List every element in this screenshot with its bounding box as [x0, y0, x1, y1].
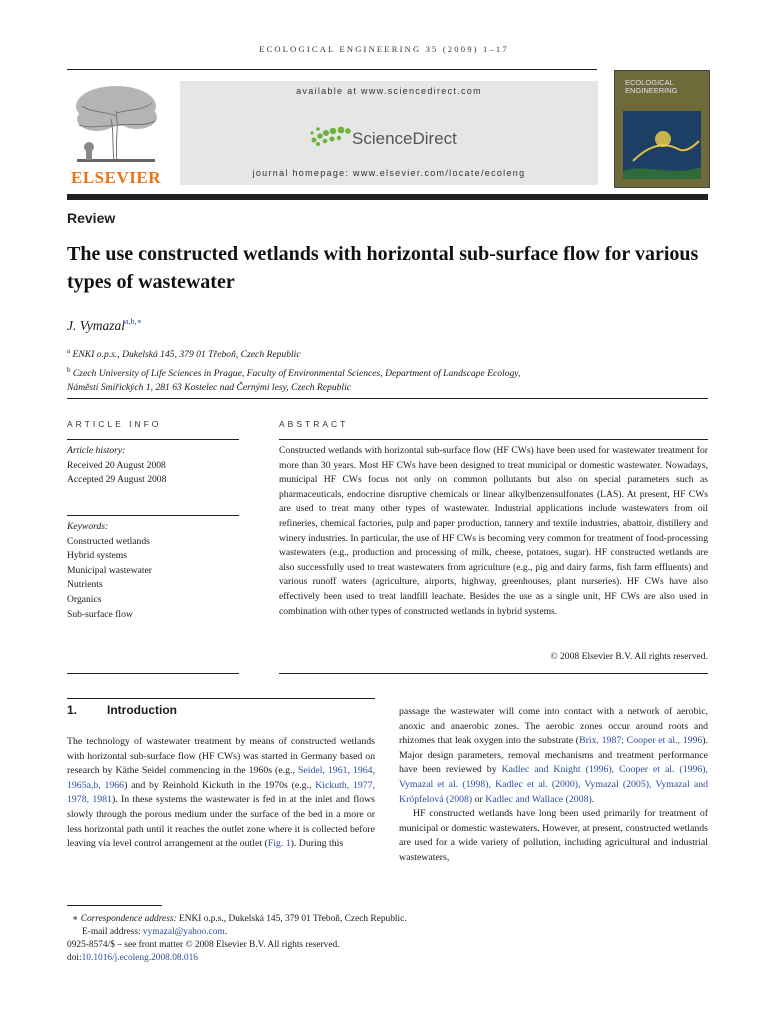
history-label: Article history: [67, 445, 126, 456]
sciencedirect-dots-icon [308, 124, 352, 150]
figure-link[interactable]: Fig. 1 [267, 838, 291, 850]
cover-title: ECOLOGICAL ENGINEERING [625, 78, 678, 95]
email-link[interactable]: vymazal@yahoo.com [142, 927, 225, 937]
article-title: The use constructed wetlands with horizontal sub-surface flow for various types of wastewater [67, 243, 699, 293]
email-note: E-mail address: vymazal@yahoo.com. [82, 927, 228, 937]
author-name: J. Vymazal [67, 318, 125, 333]
header-rule [67, 69, 597, 70]
keyword: Nutrients [67, 579, 103, 591]
author [67, 317, 142, 334]
correspondence-note: ∗ Correspondence address: ENKI o.p.s., Dukelská 145, 379 01 Třeboň, Czech Republic. [72, 914, 407, 924]
cover-illustration [623, 111, 701, 179]
author-affiliation-marks[interactable]: a,b,∗ [125, 317, 142, 326]
issn-line: 0925-8574/$ – see front matter © 2008 Elsevier B.V. All rights reserved. [67, 940, 340, 950]
citation-link[interactable]: Kickuth, 1977, 1978, 1981 [67, 779, 375, 806]
citation-link[interactable]: Seidel, 1961, 1964, 1965a,b, 1966 [67, 765, 375, 791]
footnote-rule [67, 905, 162, 906]
elsevier-wordmark: ELSEVIER [71, 168, 161, 187]
citation-link[interactable]: Brix, 1987; Cooper et al., 1996 [579, 735, 703, 747]
affiliations [67, 344, 707, 396]
affiliation-b: $^b$ Czech University of Life Sciences in Prague, Faculty of Environmental Sciences, Department of Landscape Ecology, [67, 365, 521, 379]
received-date: Received 20 August 2008 [67, 459, 166, 471]
keyword: Municipal wastewater [67, 564, 152, 576]
keyword: Hybrid systems [67, 550, 127, 562]
abstract-text: Constructed wetlands with horizontal sub-surface flow (HF CWs) have been used for wastewater treatment for more than 30 years. Most HF CWs have been designed to treat municipal or domestic wastewater. Nowadays, municipal HF CWs focus not only on common pollutants but also on special parameters such as pharmaceuticals, endocrine disruptive chemicals or linear alkylbenzensulfonates (LAS). At present, HF CWs are used to treat many other types of wastewater. Industrial applications include wastewaters from oil refineries, chemical factories, pulp and paper production, tannery and textile industries, abattoir, distillery and winery industries. In particular, the use of HF CWs is becoming very common for treatment of food-processing wastewaters (e.g., production and processing of milk, cheese, potatoes, sugar). HF constructed wetlands are also successfully used to treat wastewaters from agriculture (e.g., pig and dairy farms, fish farm effluents) and various runoff waters (agriculture, airports, highway, greenhouses, plant nurseries). HF CWs have also effectively been used to treat landfill leachate. Besides the use as a single unit, HF CWs are also used in combination with other types of constructed wetlands in hybrid systems. [279, 445, 708, 617]
keyword: Constructed wetlands [67, 535, 150, 547]
abstract-copyright: © 2008 Elsevier B.V. All rights reserved. [550, 651, 708, 662]
masthead-rule [67, 194, 708, 200]
section-rule [67, 398, 708, 399]
citation-link[interactable]: Kadlec and Knight (1996), Cooper et al. (1996), Vymazal et al. (1998), Kadlec et al. (2000), Vymazal (2005), Vymazal and Kröpfelová (2008) [399, 764, 709, 805]
article-type: Review [67, 210, 116, 226]
keywords-label: Keywords: [67, 521, 109, 532]
affiliation-a: $^a$ ENKI o.p.s., Dukelská 145, 379 01 Třeboň, Czech Republic [67, 347, 301, 360]
section-title: Introduction [107, 703, 177, 717]
intro-left-column: The technology of wastewater treatment by means of constructed wetlands with horizontal sub-surface flow (HF CWs) was started in Germany based on research by Käthe Seidel commencing in the 1960s (e.g., Seidel, 1961, 1964, 1965a,b, 1966) and by Reinhold Kickuth in the 1970s (e.g., Kickuth, 1977, 1978, 1981). In these systems the wastewater is fed in at the inlet and flows slowly through the porous medium under the surface of the bed in a more or less horizontal path until it reaches the outlet zone where it is collected before leaving via level control arrangement at the outlet (Fig. 1). During this [67, 736, 375, 850]
keyword: Sub-surface flow [67, 608, 133, 620]
article-info-rule [67, 439, 239, 440]
abstract-rule [279, 439, 708, 440]
journal-cover-thumbnail [614, 70, 710, 188]
section-number: 1. [67, 703, 78, 717]
keywords-rule [67, 515, 239, 516]
article-info-heading: ARTICLE INFO [67, 419, 162, 429]
intro-paragraph-2: HF constructed wetlands have long been used primarily for treatment of municipal or domestic wastewaters. However, at present, constructed wetlands are used for a wide variety of pollution, including agricultural and industrial wastewaters, [399, 808, 708, 863]
journal-homepage: journal homepage: www.elsevier.com/locate/ecoleng [252, 168, 526, 178]
intro-heading [67, 703, 177, 717]
footnotes [67, 913, 567, 965]
sciencedirect-wordmark: ScienceDirect [352, 129, 457, 148]
available-at: available at www.sciencedirect.com [296, 86, 482, 96]
citation-link[interactable]: Kadlec and Wallace (2008) [485, 793, 592, 805]
article-history [67, 444, 239, 488]
doi-link[interactable]: 10.1016/j.ecoleng.2008.08.016 [81, 953, 198, 963]
affiliation-b-line2: Náměstí Smiřických 1, 281 63 Kostelec nad Černými lesy, Czech Republic [67, 382, 352, 393]
info-end-rule [67, 673, 239, 674]
abstract-end-rule [279, 673, 708, 674]
accepted-date: Accepted 29 August 2008 [67, 474, 167, 486]
intro-right-column: passage the wastewater will come into contact with a network of aerobic, anoxic and anaerobic zones. The aerobic zones occur around roots and rhizomes that leak oxygen into the substrate (Brix, 1987; Cooper et al., 1996). Major design parameters, removal mechanisms and treatment performance have been reviewed by Kadlec and Knight (1996), Cooper et al. (1996), Vymazal et al. (1998), Kadlec et al. (2000), Vymazal (2005), Vymazal and Kröpfelová (2008) or Kadlec and Wallace (2008). HF constructed wetlands have long been used primarily for treatment of municipal or domestic wastewaters. However, at present, constructed wetlands are used for a wide variety of pollution, including agricultural and industrial wastewaters, [399, 705, 708, 866]
keyword: Organics [67, 593, 102, 605]
running-head: ECOLOGICAL ENGINEERING 35 (2009) 1–17 [259, 44, 509, 54]
abstract-heading: ABSTRACT [279, 419, 349, 429]
intro-rule [67, 698, 375, 699]
doi-line: doi:10.1016/j.ecoleng.2008.08.016 [67, 953, 198, 963]
keywords-block [67, 520, 239, 622]
